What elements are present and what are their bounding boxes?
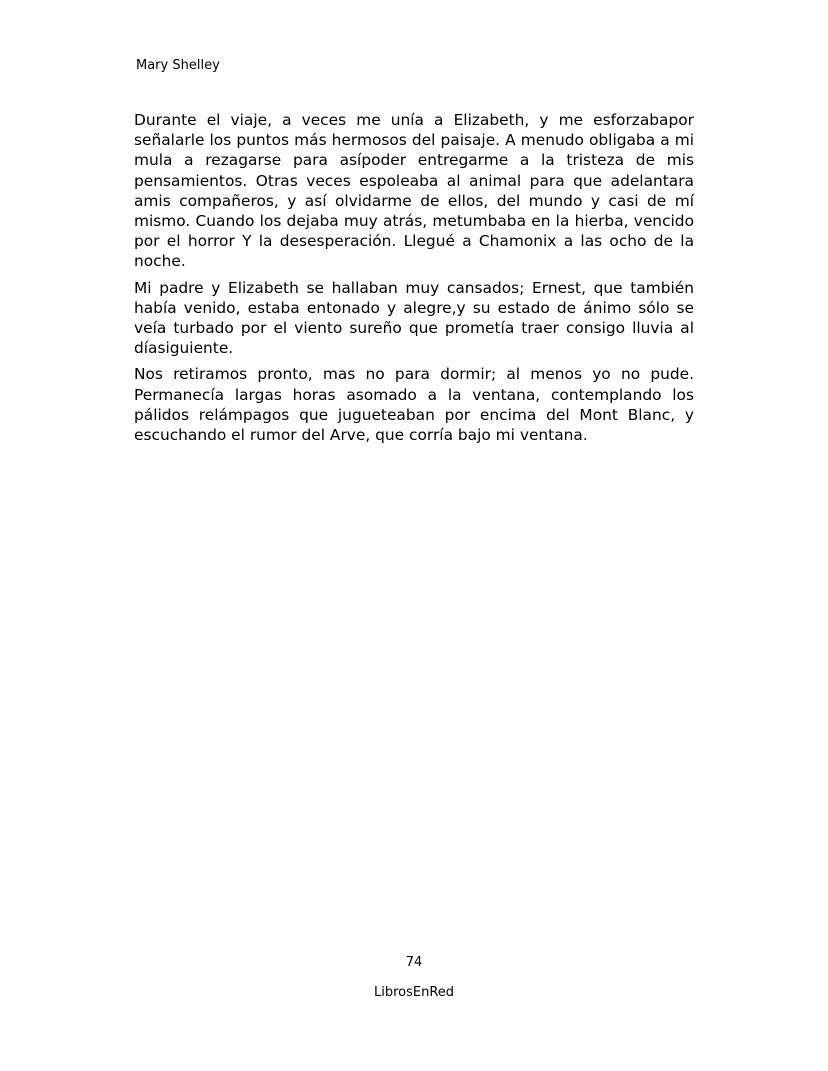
running-head-author: Mary Shelley xyxy=(136,58,220,73)
body-text xyxy=(134,110,694,451)
publisher-footer: LibrosEnRed xyxy=(373,985,455,1000)
paragraph-1: Durante el viaje, a veces me unía a Elizabeth, y me esforzabapor señalarle los puntos más hermosos del paisaje. A menudo obligaba a mi mula a rezagarse para asípoder entregarme a la tristeza de mis pensamientos. Otras veces espoleaba al animal para que adelantara amis compañeros, y así olvidarme de ellos, del mundo y casi de mí mismo. Cuando los dejaba muy atrás, metumbaba en la hierba, vencido por el horror Y la desesperación. Llegué a Chamonix a las ocho de la noche. xyxy=(134,111,694,271)
paragraph-3: Nos retiramos pronto, mas no para dormir; al menos yo no pude. Permanecía largas horas asomado a la ventana, contemplando los pálidos relámpagos que jugueteaban por encima del Mont Blanc, y escuchando el rumor del Arve, que corría bajo mi ventana. xyxy=(134,365,694,445)
paragraph-2: Mi padre y Elizabeth se hallaban muy cansados; Ernest, que también había venido, estaba entonado y alegre,y su estado de ánimo sólo se veía turbado por el viento sureño que prometía traer consigo lluvia al díasiguiente. xyxy=(134,278,694,358)
page-number: 74 xyxy=(405,955,423,970)
